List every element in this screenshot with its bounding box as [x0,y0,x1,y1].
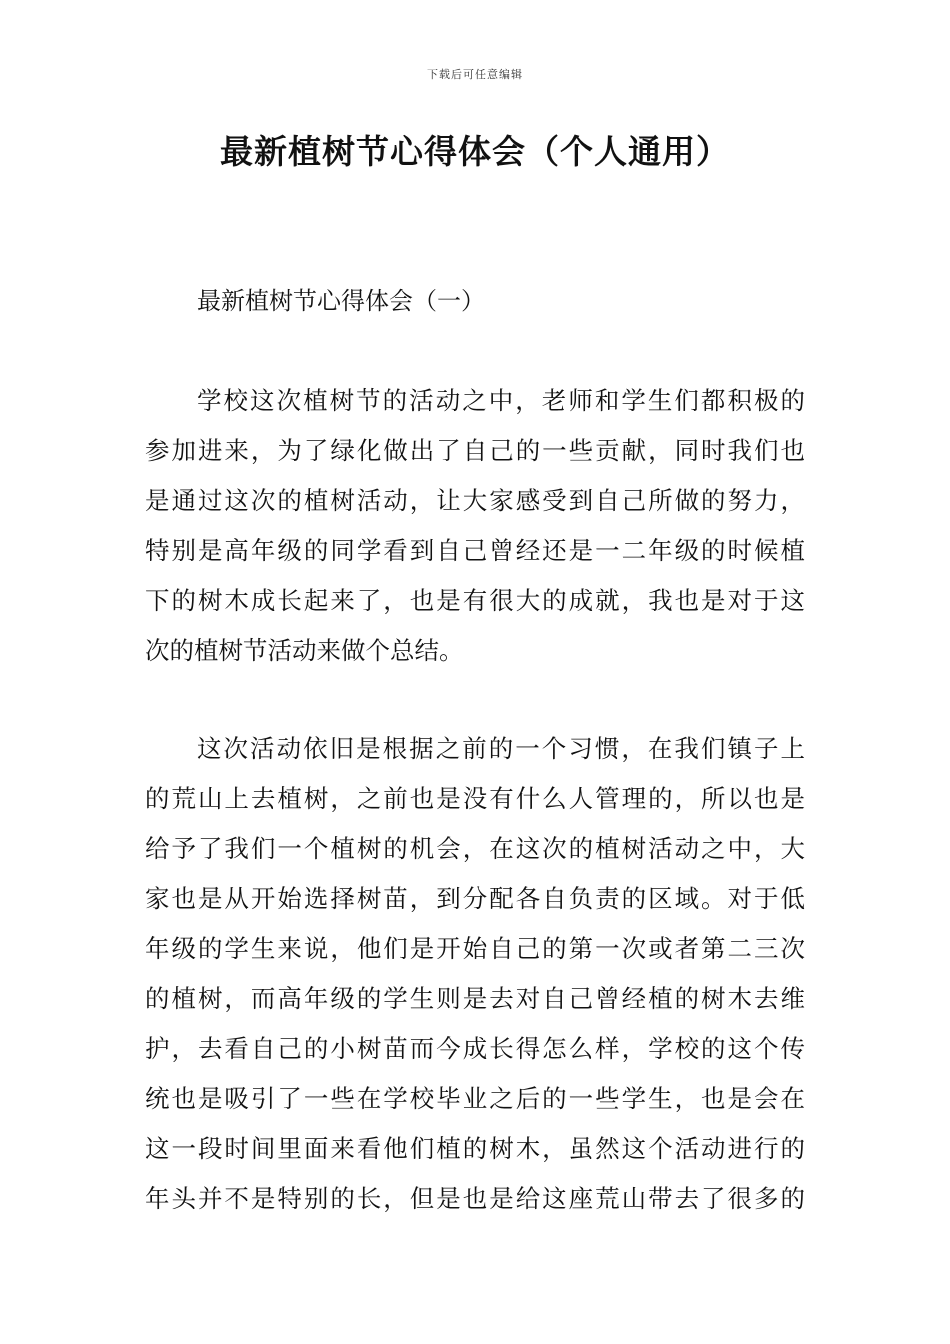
paragraph-line: 的荒山上去植树，之前也是没有什么人管理的，所以也是 [145,784,805,813]
paragraph-line: 是通过这次的植树活动，让大家感受到自己所做的努力， [145,486,805,515]
paragraph-line: 特别是高年级的同学看到自己曾经还是一二年级的时候植 [145,536,805,565]
paragraph-line: 年级的学生来说，他们是开始自己的第一次或者第二三次 [145,934,805,963]
section-heading: 最新植树节心得体会（一） [197,287,485,315]
paragraph-line: 下的树木成长起来了，也是有很大的成就，我也是对于这 [145,586,805,615]
paragraph-line: 这一段时间里面来看他们植的树木，虽然这个活动进行的 [145,1134,805,1163]
paragraph-1 [145,376,805,676]
paragraph-2 [145,724,805,1224]
paragraph-line: 家也是从开始选择树苗，到分配各自负责的区域。对于低 [145,884,805,913]
paragraph-line: 的植树，而高年级的学生则是去对自己曾经植的树木去维 [145,984,805,1013]
paragraph-line: 统也是吸引了一些在学校毕业之后的一些学生，也是会在 [145,1084,805,1113]
paragraph-line: 次的植树节活动来做个总结。 [145,636,464,665]
paragraph-line: 护，去看自己的小树苗而今成长得怎么样，学校的这个传 [145,1034,805,1063]
paragraph-line: 参加进来，为了绿化做出了自己的一些贡献，同时我们也 [145,436,805,465]
paragraph-line: 学校这次植树节的活动之中，老师和学生们都积极的 [197,386,805,415]
header-note: 下载后可任意编辑 [427,68,523,81]
paragraph-line: 年头并不是特别的长，但是也是给这座荒山带去了很多的 [145,1184,805,1213]
paragraph-line: 给予了我们一个植树的机会，在这次的植树活动之中，大 [145,834,805,863]
document-title: 最新植树节心得体会（个人通用） [220,132,730,171]
paragraph-line: 这次活动依旧是根据之前的一个习惯，在我们镇子上 [197,734,805,763]
